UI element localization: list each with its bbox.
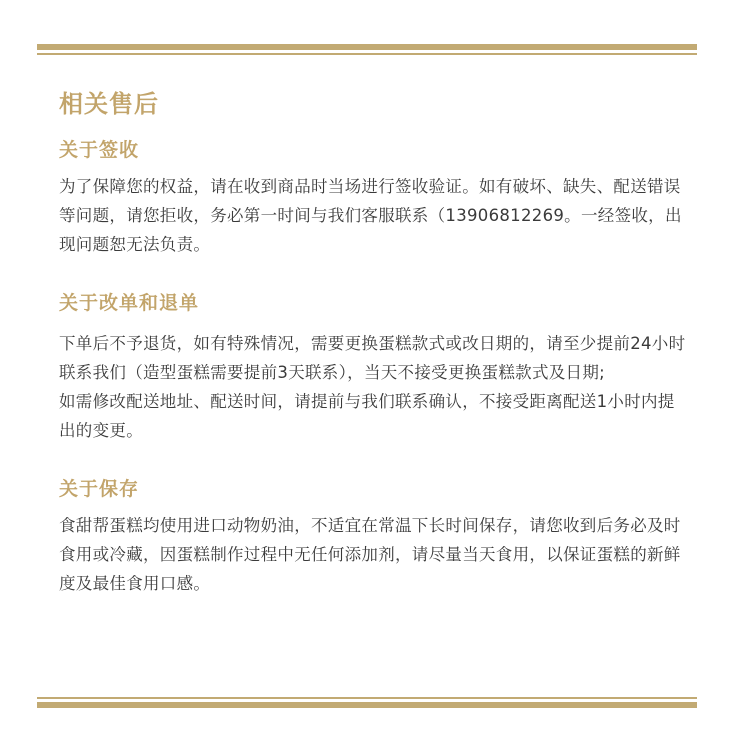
after-sales-content <box>59 86 689 628</box>
bottom-divider-thick-line <box>37 702 697 708</box>
section-heading-order-change: 关于改单和退单 <box>59 292 200 314</box>
top-divider-thick-line <box>37 44 697 50</box>
page-title: 相关售后 <box>59 90 159 118</box>
top-divider <box>37 44 697 55</box>
top-divider-thin-line <box>37 53 697 55</box>
section-storage-paragraph: 食甜帮蛋糕均使用进口动物奶油，不适宜在常温下长时间保存，请您收到后务必及时食用或冷藏，因蛋糕制作过程中无任何添加剂，请尽量当天食用，以保证蛋糕的新鲜度及最佳食用口感。 <box>59 516 681 593</box>
bottom-divider <box>37 697 697 708</box>
section-order-change-paragraph-1: 下单后不予退货，如有特殊情况，需要更换蛋糕款式或改日期的，请至少提前24小时联系我们（造型蛋糕需要提前3天联系），当天不接受更换蛋糕款式及日期; <box>59 334 686 382</box>
section-order-change <box>59 289 689 445</box>
section-signing-paragraph: 为了保障您的权益，请在收到商品时当场进行签收验证。如有破坏、缺失、配送错误等问题，请您拒收，务必第一时间与我们客服联系（13906812269。一经签收，出现问题恕无法负责。 <box>59 177 682 254</box>
section-signing <box>59 136 689 259</box>
section-heading-storage: 关于保存 <box>59 478 140 500</box>
section-heading-signing: 关于签收 <box>59 139 140 161</box>
section-storage <box>59 475 689 598</box>
bottom-divider-thin-line <box>37 697 697 699</box>
section-order-change-paragraph-2: 如需修改配送地址、配送时间，请提前与我们联系确认，不接受距离配送1小时内提出的变更。 <box>59 392 675 440</box>
